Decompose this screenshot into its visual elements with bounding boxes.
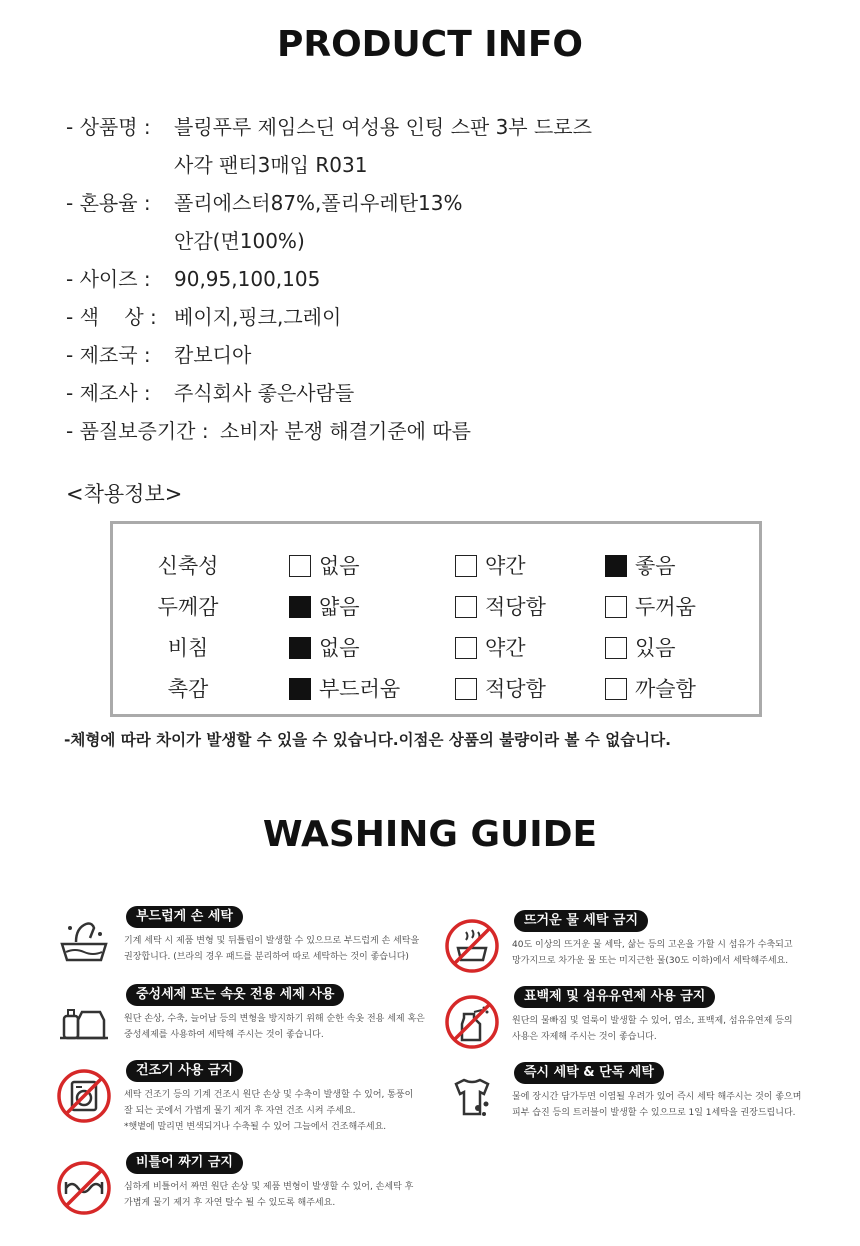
- fit-option-label: 없음: [319, 636, 360, 660]
- empty-box-icon: [605, 637, 627, 659]
- fit-option: [455, 673, 546, 703]
- washing-guide-description: [124, 1011, 424, 1043]
- info-label: - 상품명 :: [66, 115, 151, 139]
- empty-box-icon: [455, 678, 477, 700]
- description-line: 잘 되는 곳에서 가볍게 물기 제거 후 자연 건조 시켜 주세요.: [124, 1106, 356, 1116]
- product-info-list: [66, 108, 806, 450]
- fit-option: [605, 591, 696, 621]
- washing-guide-description: [512, 1089, 812, 1121]
- info-value: 블링푸루 제임스딘 여성용 인팅 스판 3부 드로즈: [174, 115, 592, 139]
- empty-box-icon: [289, 555, 311, 577]
- washing-guide-badge: 뜨거운 물 세탁 금지: [514, 910, 648, 932]
- info-label: - 제조국 :: [66, 343, 151, 367]
- description-line: 원단 손상, 수축, 늘어남 등의 변형을 방지하기 위해 순한 속옷 전용 세제 혹은: [124, 1014, 425, 1024]
- fit-info-note: -체형에 따라 차이가 발생할 수 있을 수 있습니다.이점은 상품의 불량이라 볼 수 없습니다.: [64, 731, 672, 749]
- washing-guide-badge: 즉시 세탁 & 단독 세탁: [514, 1062, 664, 1084]
- fit-option: [289, 550, 360, 580]
- info-row-product-name: [66, 108, 806, 146]
- fit-row: [113, 544, 759, 584]
- washing-guide-item: [444, 986, 804, 1056]
- washing-guide-description: [124, 933, 424, 965]
- washing-guide-badge: 건조기 사용 금지: [126, 1060, 243, 1082]
- fit-option: [605, 673, 696, 703]
- description-line: 세탁 건조기 등의 기계 건조시 원단 손상 및 수축이 발생할 수 있어, 통풍이: [124, 1090, 414, 1100]
- fit-row-name: 두께감: [157, 595, 219, 619]
- info-label: - 제조사 :: [66, 381, 151, 405]
- fit-option: [455, 591, 546, 621]
- fit-option-label: 부드러움: [319, 677, 401, 701]
- no-bleach-icon: [444, 994, 500, 1050]
- fit-info-table: [110, 521, 762, 717]
- description-line: 심하게 비틀어서 짜면 원단 손상 및 제품 변형이 발생할 수 있어, 손세탁 후: [124, 1182, 414, 1192]
- description-line: 사용은 자제해 주시는 것이 좋습니다.: [512, 1032, 657, 1042]
- info-label: - 사이즈 :: [66, 267, 151, 291]
- empty-box-icon: [605, 678, 627, 700]
- fit-option: [605, 550, 676, 580]
- empty-box-icon: [605, 596, 627, 618]
- description-line: 원단의 물빠짐 및 얼룩이 발생할 수 있어, 염소, 표백제, 섬유유연제 등의: [512, 1016, 793, 1026]
- description-line: 물에 장시간 담가두면 이염될 우려가 있어 즉시 세탁 해주시는 것이 좋으며: [512, 1092, 802, 1102]
- washing-guide-description: [512, 1013, 812, 1045]
- washing-guide-item: [56, 984, 425, 1054]
- hand-wash-icon: [56, 914, 112, 970]
- washing-guide-badge: 표백제 및 섬유유연제 사용 금지: [514, 986, 715, 1008]
- description-line: 망가지므로 차가운 물 또는 미지근한 물(30도 이하)에서 세탁해주세요.: [512, 956, 789, 966]
- description-line: 기계 세탁 시 제품 변형 및 뒤틀림이 발생할 수 있으므로 부드럽게 손 세탁을: [124, 936, 420, 946]
- checked-box-icon: [289, 637, 311, 659]
- washing-guide-item: [444, 910, 804, 980]
- washing-guide-badge: 비틀어 짜기 금지: [126, 1152, 243, 1174]
- fit-option-label: 없음: [319, 554, 360, 578]
- info-row-product-name-cont: [66, 146, 806, 184]
- fit-row-name: 비침: [167, 636, 209, 660]
- info-row-warranty: [66, 412, 806, 450]
- info-row-material-cont: [66, 222, 806, 260]
- washing-guide-item: [56, 906, 420, 976]
- fit-option-label: 좋음: [635, 554, 676, 578]
- info-row-color: [66, 298, 806, 336]
- washing-guide-title: WASHING GUIDE: [262, 814, 598, 855]
- description-line: 가볍게 물기 제거 후 자연 탈수 될 수 있도록 해주세요.: [124, 1198, 336, 1208]
- checked-box-icon: [605, 555, 627, 577]
- checked-box-icon: [289, 678, 311, 700]
- fit-option: [289, 591, 360, 621]
- fit-option-label: 적당함: [485, 595, 546, 619]
- info-label: - 혼용율 :: [66, 191, 151, 215]
- washing-guide-description: [124, 1087, 424, 1135]
- fit-option: [289, 632, 360, 662]
- description-line: 중성세제를 사용하여 세탁해 주시는 것이 좋습니다.: [124, 1030, 324, 1040]
- fit-option-label: 약간: [485, 636, 526, 660]
- info-row-country: [66, 336, 806, 374]
- info-value: 베이지,핑크,그레이: [174, 305, 342, 329]
- fit-row: [113, 585, 759, 625]
- info-row-manufacturer: [66, 374, 806, 412]
- fit-row-name: 촉감: [167, 677, 209, 701]
- fit-option: [605, 632, 676, 662]
- washing-guide-item: [56, 1060, 416, 1130]
- washing-guide-description: [124, 1179, 424, 1211]
- info-value: 폴리에스터87%,폴리우레탄13%: [174, 191, 463, 215]
- info-value: 사각 팬티3매입 R031: [174, 153, 368, 177]
- fit-option-label: 얇음: [319, 595, 360, 619]
- info-label: - 품질보증기간 :: [66, 419, 209, 443]
- fit-option: [289, 673, 400, 703]
- fit-option-label: 두꺼움: [635, 595, 696, 619]
- fit-option: [455, 632, 526, 662]
- info-value: 안감(면100%): [174, 229, 305, 253]
- fit-option-label: 약간: [485, 554, 526, 578]
- washing-guide-description: [512, 937, 812, 969]
- washing-guide-badge: 부드럽게 손 세탁: [126, 906, 243, 928]
- info-row-size: [66, 260, 806, 298]
- separate-wash-icon: [444, 1070, 500, 1126]
- no-dryer-icon: [56, 1068, 112, 1124]
- empty-box-icon: [455, 555, 477, 577]
- info-label: - 색 상 :: [66, 305, 157, 329]
- info-value: 90,95,100,105: [174, 267, 321, 291]
- fit-row: [113, 667, 759, 707]
- washing-guide-item: [444, 1062, 804, 1132]
- no-wring-icon: [56, 1160, 112, 1216]
- info-row-material: [66, 184, 806, 222]
- info-value: 캄보디아: [174, 343, 252, 367]
- no-hot-water-icon: [444, 918, 500, 974]
- description-line: 피부 습진 등의 트러블이 발생할 수 있으므로 1일 1세탁을 권장드립니다.: [512, 1108, 796, 1118]
- description-line: *햇볕에 말리면 변색되거나 수축될 수 있어 그늘에서 건조해주세요.: [124, 1122, 387, 1132]
- fit-info-heading: <착용정보>: [66, 482, 183, 506]
- fit-option-label: 있음: [635, 636, 676, 660]
- description-line: 40도 이상의 뜨거운 물 세탁, 삶는 등의 고온을 가할 시 섬유가 수축되고: [512, 940, 793, 950]
- fit-row-name: 신축성: [157, 554, 219, 578]
- washing-guide-badge: 중성세제 또는 속옷 전용 세제 사용: [126, 984, 344, 1006]
- washing-guide-item: [56, 1152, 416, 1222]
- fit-option-label: 까슬함: [635, 677, 696, 701]
- empty-box-icon: [455, 637, 477, 659]
- product-info-title: PRODUCT INFO: [276, 24, 584, 65]
- description-line: 권장합니다. (브라의 경우 패드를 분리하여 따로 세탁하는 것이 좋습니다): [124, 952, 409, 962]
- fit-option: [455, 550, 526, 580]
- fit-option-label: 적당함: [485, 677, 546, 701]
- info-value: 소비자 분쟁 해결기준에 따름: [220, 419, 471, 443]
- checked-box-icon: [289, 596, 311, 618]
- empty-box-icon: [455, 596, 477, 618]
- info-value: 주식회사 좋은사람들: [174, 381, 355, 405]
- detergent-icon: [56, 992, 112, 1048]
- fit-row: [113, 626, 759, 666]
